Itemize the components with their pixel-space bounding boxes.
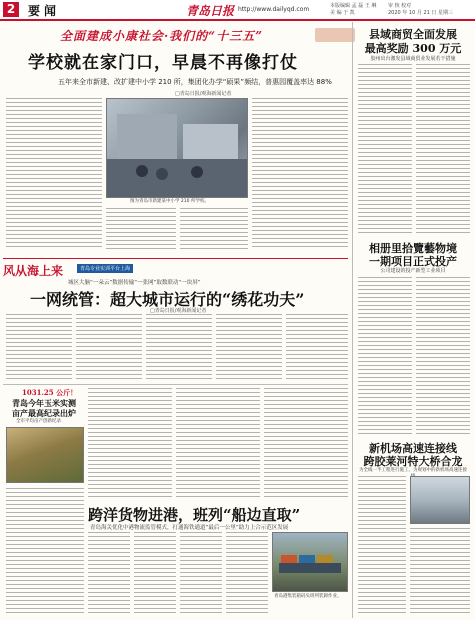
right-top-title-1[interactable]: 县域商贸全面发展 <box>369 28 457 41</box>
bottom-subheadline: 青岛海关优化中港物流监管模式，打通海铁通道“最后一公里”助力上合示范区发展 <box>90 525 289 531</box>
section2-text-col1 <box>6 314 72 380</box>
column-divider <box>352 22 353 618</box>
lead-photo <box>106 98 248 198</box>
bottom-photo-caption: 青岛港集装箱码头班列装卸作业。 <box>274 594 342 599</box>
lead-text-col1 <box>6 98 102 248</box>
slogan-decoration <box>315 28 355 42</box>
section-name: 要闻 <box>28 4 61 18</box>
divider-2 <box>3 384 348 385</box>
section2-cont-col3 <box>264 388 348 498</box>
train-photo <box>272 532 348 592</box>
side-story-text <box>6 488 84 616</box>
right-bottom-subtitle: 为全线一半工程进行施工，为规划中的新机场高速连接 <box>359 468 467 473</box>
lead-text-col2 <box>106 208 176 250</box>
section2-text-col5 <box>286 314 348 380</box>
section2-headline[interactable]: 一网统管：超大城市运行的“绣花功夫” <box>30 290 305 309</box>
side-story-title-2[interactable]: 亩产最高纪录出炉 <box>12 408 76 418</box>
section2-cont-col2 <box>176 388 260 498</box>
section2-cont-col1 <box>88 388 172 498</box>
right-bottom-text-a <box>358 476 406 616</box>
date-info: 2020 年 10 月 21 日 星期三 <box>388 10 453 16</box>
section2-pre-headline: 城区大脑“一朵云”数据传输“一张网”取数联动“一块屏” <box>68 280 201 286</box>
right-bottom-title-1[interactable]: 新机场高速连接线 <box>369 442 457 455</box>
lead-text-col4 <box>252 98 348 248</box>
right-top-text-a <box>358 64 412 236</box>
column-title-fenghai: 风从海上来 <box>3 264 64 278</box>
section2-text-col2 <box>76 314 142 380</box>
website-url[interactable]: http://www.dailyqd.com <box>238 6 310 13</box>
bridge-photo <box>410 476 470 524</box>
lead-byline: □青岛日报/观海新闻记者 <box>175 91 232 97</box>
banner-slogan: 全面建成小康社会·我们的“十三五” <box>60 29 263 43</box>
editor-info: 本版编辑 孟 磊 王 琳 <box>330 3 377 9</box>
section-divider <box>3 258 348 259</box>
section2-text-col3 <box>146 314 212 380</box>
editor-info-2: 美 编 于 凯 <box>330 10 355 16</box>
right-mid-text-b <box>416 277 470 435</box>
bottom-text-col4 <box>226 532 268 616</box>
meta-info: 审 核 校对 <box>388 3 412 9</box>
side-story-subtitle: 全市平均亩产创新纪录 <box>16 419 61 424</box>
page-number: 2 <box>3 2 19 17</box>
side-story-title-1[interactable]: 青岛今年玉米实测 <box>12 398 76 408</box>
right-mid-title-1[interactable]: 相册里拾覽藝物境 <box>369 242 457 255</box>
bottom-text-col2 <box>134 532 176 616</box>
section-tag: 青岛专业实训平台上海 <box>77 264 133 273</box>
bottom-headline[interactable]: 跨洋货物进港，班列“船边直取” <box>88 506 301 524</box>
right-bottom-title-2[interactable]: 跨胶莱河特大桥合龙 <box>363 455 463 468</box>
section2-byline: □青岛日报/观海新闻记者 <box>150 308 207 314</box>
right-mid-subtitle: 公司建设的投产新型工业项目 <box>380 268 446 274</box>
right-mid-text-a <box>358 277 412 435</box>
bottom-text-col1 <box>88 532 130 616</box>
side-story-kicker: 1031.25 公斤！ <box>22 388 78 397</box>
right-top-subtitle: 胶州出台激发县域商贸业发展若干措施 <box>370 56 456 62</box>
right-top-title-2[interactable]: 最高奖励 300 万元 <box>364 42 462 55</box>
lead-photo-caption: 图为青岛市新建某中小学 210 所学校。 <box>130 199 209 204</box>
lead-subheadline: 五年来全市新建、改扩建中小学 210 所，集团化办学“硕果”频结，普惠园覆盖率达 88% <box>58 78 332 86</box>
bottom-text-col3 <box>180 532 222 616</box>
section2-text-col4 <box>216 314 282 380</box>
right-top-text-b <box>416 64 470 236</box>
lead-text-col3 <box>180 208 248 250</box>
corn-photo <box>6 427 84 483</box>
right-bottom-text-b <box>410 528 470 616</box>
lead-headline[interactable]: 学校就在家门口，早晨不再像打仗 <box>28 53 298 73</box>
newspaper-logo: 青岛日报 <box>186 4 235 18</box>
right-mid-title-2[interactable]: 一期项目正式投产 <box>369 255 457 268</box>
